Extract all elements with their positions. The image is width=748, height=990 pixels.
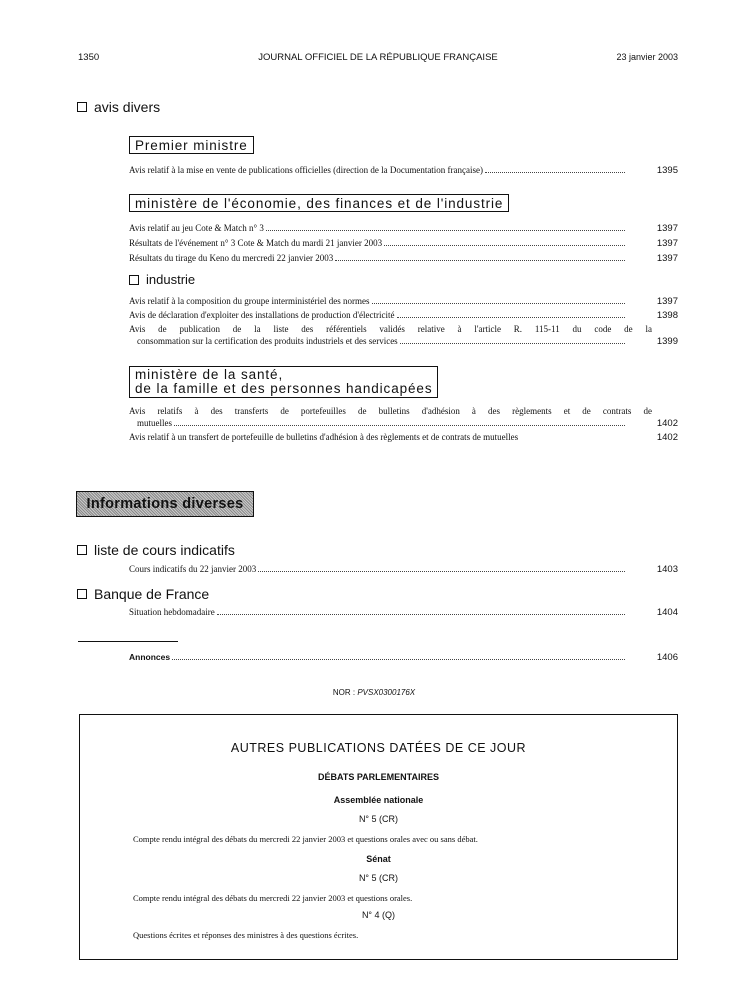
entry-page: 1398: [656, 310, 678, 321]
nor-label: NOR :: [332, 688, 356, 697]
checkbox-bullet-icon: [129, 275, 139, 285]
entry-text: Avis relatif à un transfert de portefeuille de bulletins d'adhésion à des règlements et de contrats de mutuelles: [129, 432, 519, 442]
assemblee-name: Assemblée nationale: [333, 795, 424, 805]
entry-text: Situation hebdomadaire: [129, 607, 215, 617]
subsection-industrie: [129, 272, 195, 287]
section-title: avis divers: [94, 99, 161, 115]
heading-premier-ministre: Premier ministre: [129, 136, 254, 154]
section-banque-de-france: [77, 586, 209, 602]
checkbox-bullet-icon: [77, 545, 87, 555]
checkbox-bullet-icon: [77, 589, 87, 599]
leader-dots: [335, 260, 625, 261]
entry-page: 1399: [656, 336, 678, 347]
entry-text-line2: consommation sur la certification des produits industriels et des services: [137, 336, 398, 346]
assemblee-number: N° 5 (CR): [358, 814, 399, 824]
heading-ministere-economie: ministère de l'économie, des finances et de l'industrie: [129, 194, 509, 212]
issue-date: 23 janvier 2003: [616, 52, 678, 62]
heading-ministere-sante: [129, 366, 438, 398]
toc-entry[interactable]: [129, 606, 678, 619]
heading-line: ministère de la santé,: [135, 367, 284, 382]
toc-entry[interactable]: [129, 563, 678, 576]
entry-page: 1402: [656, 418, 678, 429]
leader-dots: [397, 317, 626, 318]
toc-entry[interactable]: [129, 309, 678, 322]
page-header: [78, 52, 678, 66]
leader-dots: [217, 614, 625, 615]
assemblee-description: Compte rendu intégral des débats du mercredi 22 janvier 2003 et questions orales avec ou sans débat.: [133, 834, 478, 844]
toc-entry[interactable]: [129, 237, 678, 250]
toc-entry[interactable]: [129, 164, 678, 177]
senat-description-questions: Questions écrites et réponses des ministres à des questions écrites.: [133, 930, 359, 940]
banner-informations-diverses: Informations diverses: [76, 491, 254, 517]
entry-page: 1403: [656, 564, 678, 575]
heading-line: de la famille et des personnes handicapées: [135, 381, 433, 396]
page-number: 1350: [78, 52, 100, 63]
entry-text: Avis relatif au jeu Cote & Match n° 3: [129, 223, 264, 233]
senat-number-questions: N° 4 (Q): [361, 910, 396, 920]
leader-dots: [485, 172, 625, 173]
entry-page: 1397: [656, 253, 678, 264]
senat-number: N° 5 (CR): [358, 873, 399, 883]
journal-title: JOURNAL OFFICIEL DE LA RÉPUBLIQUE FRANÇAISE: [258, 52, 498, 63]
entry-text-line2: mutuelles: [137, 418, 172, 428]
toc-entry[interactable]: [129, 405, 678, 430]
entry-text: Avis relatif à la composition du groupe interministériel des normes: [129, 296, 370, 306]
leader-dots: [384, 245, 625, 246]
nor-code: PVSX0300176X: [357, 688, 416, 697]
senat-name: Sénat: [366, 854, 391, 864]
entry-page: 1395: [656, 165, 678, 176]
leader-dots: [174, 425, 625, 426]
entry-page: 1402: [656, 432, 678, 443]
leader-dots: [258, 571, 625, 572]
entry-page: 1397: [656, 238, 678, 249]
leader-dots: [172, 659, 625, 660]
publications-subtitle: DÉBATS PARLEMENTAIRES: [317, 772, 439, 782]
publications-title: AUTRES PUBLICATIONS DATÉES DE CE JOUR: [230, 741, 527, 755]
section-avis-divers: [77, 99, 160, 115]
subsection-title: industrie: [146, 272, 196, 287]
entry-page: 1397: [656, 296, 678, 307]
toc-entry[interactable]: [129, 323, 678, 348]
toc-entry-annonces[interactable]: [129, 651, 678, 664]
entry-text: Résultats de l'événement n° 3 Cote & Match du mardi 21 janvier 2003: [129, 238, 383, 248]
entry-text-line1: Avis relatifs à des transferts de portefeuilles de bulletins d'adhésion à des règlements et de contrats de: [129, 406, 652, 416]
section-title: liste de cours indicatifs: [94, 542, 235, 558]
toc-entry[interactable]: [129, 295, 678, 308]
senat-description: Compte rendu intégral des débats du mercredi 22 janvier 2003 et questions orales.: [133, 893, 413, 903]
toc-entry[interactable]: [129, 431, 678, 444]
entry-text: Résultats du tirage du Keno du mercredi 22 janvier 2003: [129, 253, 334, 263]
divider: [78, 641, 178, 642]
leader-dots: [266, 230, 625, 231]
section-title: Banque de France: [94, 586, 210, 602]
leader-dots: [400, 343, 625, 344]
nor-reference: [0, 688, 748, 697]
entry-page: 1406: [656, 652, 678, 663]
entry-text: Cours indicatifs du 22 janvier 2003: [129, 564, 257, 574]
toc-entry[interactable]: [129, 222, 678, 235]
checkbox-bullet-icon: [77, 102, 87, 112]
entry-text: Avis de déclaration d'exploiter des installations de production d'électricité: [129, 310, 395, 320]
publications-box: [79, 714, 678, 960]
entry-page: 1404: [656, 607, 678, 618]
section-cours-indicatifs: [77, 542, 235, 558]
entry-text: Avis relatif à la mise en vente de publications officielles (direction de la Documentation française): [129, 165, 484, 175]
entry-text: Annonces: [129, 652, 171, 662]
leader-dots: [372, 303, 625, 304]
entry-text-line1: Avis de publication de la liste des référentiels validés relative à l'article R. 115-11 du code de la: [129, 324, 652, 334]
entry-page: 1397: [656, 223, 678, 234]
toc-entry[interactable]: [129, 252, 678, 265]
